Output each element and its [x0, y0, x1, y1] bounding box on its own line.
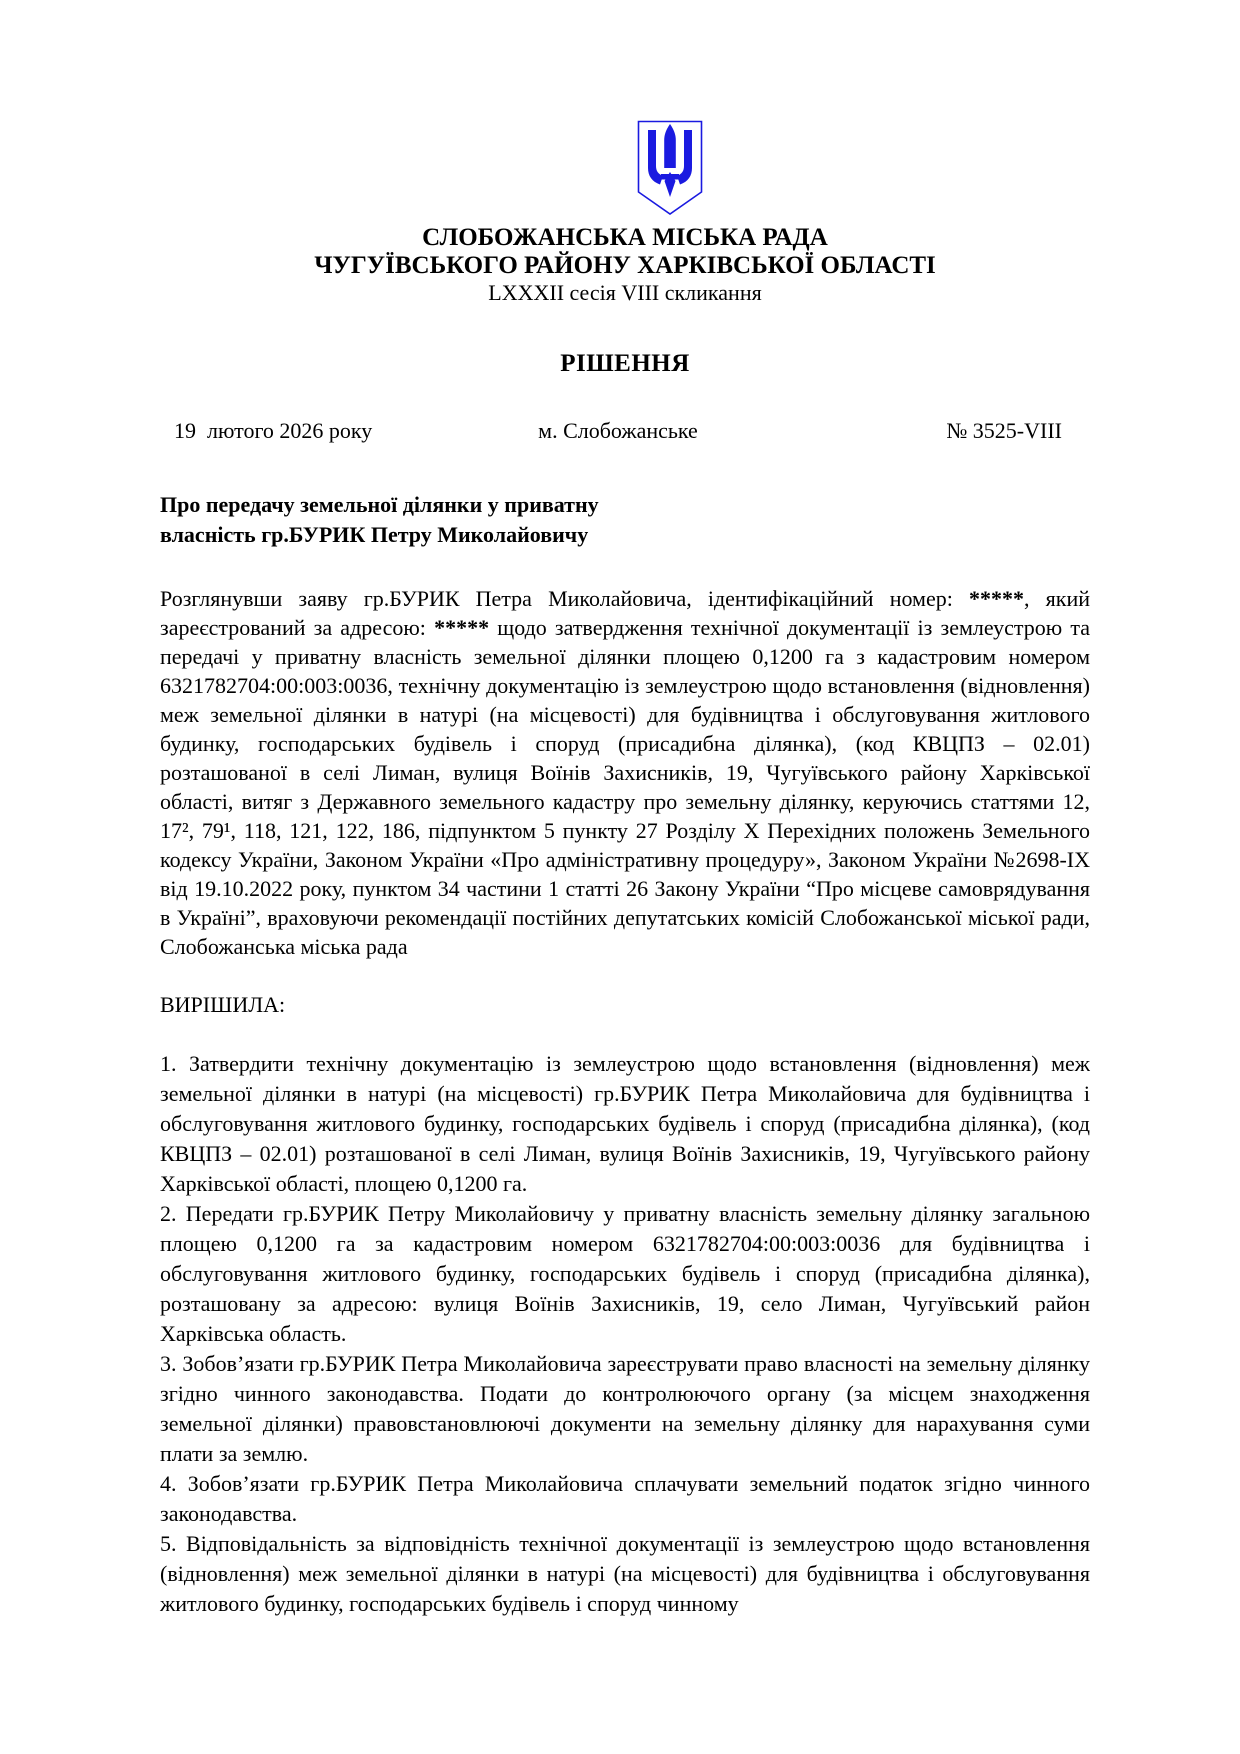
decision-place: м. Слобожанське [538, 418, 698, 443]
decision-number: № 3525-VIII [946, 418, 1062, 443]
redacted-id-number: ***** [969, 586, 1024, 611]
trident-icon [648, 124, 692, 197]
document-type-heading: РІШЕННЯ [560, 350, 690, 377]
resolution-items [160, 1049, 1090, 1619]
ukraine-trident-emblem-icon [637, 120, 703, 216]
resolution-item-1: 1. Затвердити технічну документацію із землеустрою щодо встановлення (відновлення) меж земельної ділянки в натурі (на місцевості) гр.БУРИК Петра Миколайовича для будівництва і обслуговування житлового будинку, господарських будівель і споруд (присадибна ділянка), (код КВЦПЗ – 02.01) розташованої в селі Лиман, вулиця Воїнів Захисників, 19, Чугуївського району Харківської області, площею 0,1200 га. [160, 1051, 1090, 1196]
preamble-paragraph [160, 584, 1090, 961]
decision-title [160, 490, 1090, 550]
council-name: СЛОБОЖАНСЬКА МІСЬКА РАДА [422, 224, 828, 251]
resolution-item-2: 2. Передати гр.БУРИК Петру Миколайовичу у приватну власність земельну ділянку загальною площею 0,1200 га за кадастровим номером 6321782704:00:003:0036 для будівництва і обслуговування житлового будинку, господарських будівель і споруд (присадибна ділянка), розташовану за адресою: вулиця Воїнів Захисників, 19, село Лиман, Чугуївський район Харківська область. [160, 1201, 1090, 1346]
resolution-item-3: 3. Зобов’язати гр.БУРИК Петра Миколайовича зареєструвати право власності на земельну ділянку згідно чинного законодавства. Подати до контролюючого органу (за місцем знаходження земельної ділянки) правовстановлюючі документи на земельну ділянку для нарахування суми плати за землю. [160, 1351, 1090, 1466]
session-line: LXXXII сесія VIII скликання [488, 280, 762, 305]
decision-title-line2: власність гр.БУРИК Петру Миколайовичу [160, 522, 589, 547]
decision-meta-row [160, 418, 1090, 444]
resolved-label: ВИРІШИЛА: [160, 992, 286, 1017]
preamble-part2: , який зареєстрований за адресою: [160, 586, 1090, 640]
decision-date: 19 лютого 2026 року [174, 418, 373, 443]
preamble-part1: Розглянувши заяву гр.БУРИК Петра Миколайовича, ідентифікаційний номер: [160, 586, 969, 611]
redacted-address: ***** [434, 615, 490, 640]
resolution-item-5: 5. Відповідальність за відповідність технічної документації із землеустрою щодо встановлення (відновлення) меж земельної ділянки в натурі (на місцевості) для будівництва і обслуговування житлового будинку, господарських будівель і споруд чинному [160, 1531, 1090, 1616]
preamble-part3: щодо затвердження технічної документації із землеустрою та передачі у приватну власність земельної ділянки площею 0,1200 га з кадастровим номером 6321782704:00:003:0036, технічну документацію із землеустрою щодо встановлення (відновлення) меж земельної ділянки в натурі (на місцевості) для будівництва і обслуговування житлового будинку, господарських будівель і споруд (присадибна ділянка), (код КВЦПЗ – 02.01) розташованої в селі Лиман, вулиця Воїнів Захисників, 19, Чугуївського району Харківської області, витяг з Державного земельного кадастру про земельну ділянку, керуючись статтями 12, 17², 79¹, 118, 121, 122, 186, підпунктом 5 пункту 27 Розділу X Перехідних положень Земельного кодексу України, Законом України «Про адміністративну процедуру», Законом України №2698-IX від 19.10.2022 року, пунктом 34 частини 1 статті 26 Закону України “Про місцеве самоврядування в Україні”, враховуючи рекомендації постійних депутатських комісій Слобожанської міської ради, Слобожанська міська рада [160, 615, 1091, 959]
decision-title-line1: Про передачу земельної ділянки у приватну [160, 492, 599, 517]
resolution-item-4: 4. Зобов’язати гр.БУРИК Петра Миколайовича сплачувати земельний податок згідно чинного законодавства. [160, 1471, 1090, 1526]
district-region-name: ЧУГУЇВСЬКОГО РАЙОНУ ХАРКІВСЬКОЇ ОБЛАСТІ [314, 252, 936, 279]
emblem-container [160, 0, 1090, 216]
